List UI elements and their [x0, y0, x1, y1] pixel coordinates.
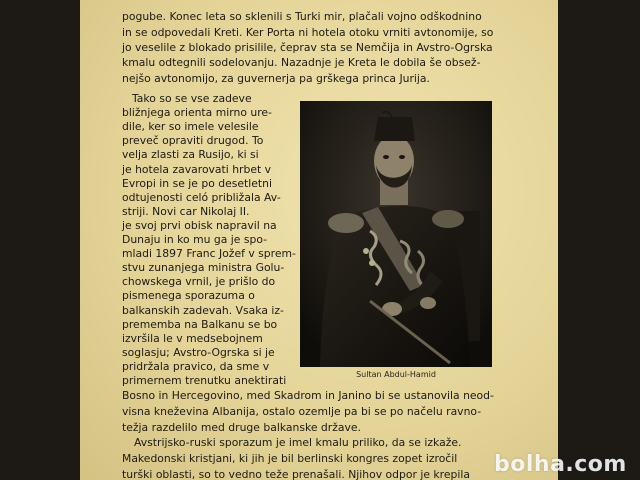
text-line: mladi 1897 Franc Jožef v sprem- [122, 247, 296, 261]
text-line: je hotela zavarovati hrbet v [122, 162, 272, 176]
text-line: chowskega vrnil, je prišlo do [122, 275, 276, 289]
text-line: velja zlasti za Rusijo, ki si [122, 148, 259, 162]
text-line: kmalu odtegnili sodelovanju. Nazadnje je Kreta le dobila še obsež- [122, 56, 481, 69]
text-line: Tako so se vse zadeve [132, 92, 252, 105]
watermark-logo: bolha.com [494, 452, 627, 477]
text-line: pridržala pravico, da sme v [122, 359, 270, 373]
text-line: preveč opraviti drugod. To [122, 134, 264, 148]
text-line: nejšo avtonomijo, za guvernerja pa grškega princa Jurija. [122, 72, 430, 85]
text-line: stvu zunanjega ministra Golu- [122, 261, 285, 275]
text-line: turški oblasti, so to vedno teže prenašali. Njihov odpor je krepila [122, 468, 470, 480]
text-line: izvršila le v medsebojnem [122, 331, 263, 345]
text-line: in se odpovedali Kreti. Ker Porta ni hotela otoku vrniti avtonomije, so [122, 26, 494, 39]
text-line: prememba na Balkanu se bo [122, 317, 278, 331]
text-line: primernem trenutku anektirati [122, 374, 287, 387]
text-line: pogube. Konec leta so sklenili s Turki mir, plačali vojno odškodnino [122, 10, 482, 23]
text-line: Bosno in Hercegovino, med Skadrom in Janino bi se ustanovila neod- [122, 389, 494, 402]
text-line: balkanskih zadevah. Vsaka iz- [122, 303, 284, 317]
portrait-photo [300, 101, 492, 367]
text-line: Avstrijsko-ruski sporazum je imel kmalu priliko, da se izkaže. [134, 436, 462, 449]
text-line: Dunaju in ko mu ga je spo- [122, 233, 268, 246]
book-page [80, 0, 558, 480]
text-line: Makedonski kristjani, ki jih je bil berlinski kongres zopet izročil [122, 452, 458, 465]
text-line: Evropi in se je po desetletni [122, 176, 272, 190]
text-line: soglasju; Avstro-Ogrska si je [122, 345, 275, 359]
text-line: bližnjega orienta mirno ure- [122, 106, 272, 120]
text-line: pismenega sporazuma o [122, 289, 255, 303]
text-line: visna kneževina Albanija, ostalo ozemlje pa bi se po načelu ravno- [122, 405, 482, 418]
text-line: striji. Novi car Nikolaj II. [122, 204, 250, 218]
photo-caption: Sultan Abdul-Hamid [356, 370, 436, 379]
portrait-image [300, 101, 492, 367]
text-line: je svoj prvi obisk napravil na [122, 218, 277, 232]
text-line: jo veselile z blokado prisilile, čeprav sta se Nemčija in Avstro-Ogrska [122, 41, 493, 54]
text-line: dile, ker so imele velesile [122, 120, 259, 134]
text-line: težja razdelilo med druge balkanske države. [122, 421, 361, 434]
text-line: odtujenosti celó približala Av- [122, 190, 281, 204]
